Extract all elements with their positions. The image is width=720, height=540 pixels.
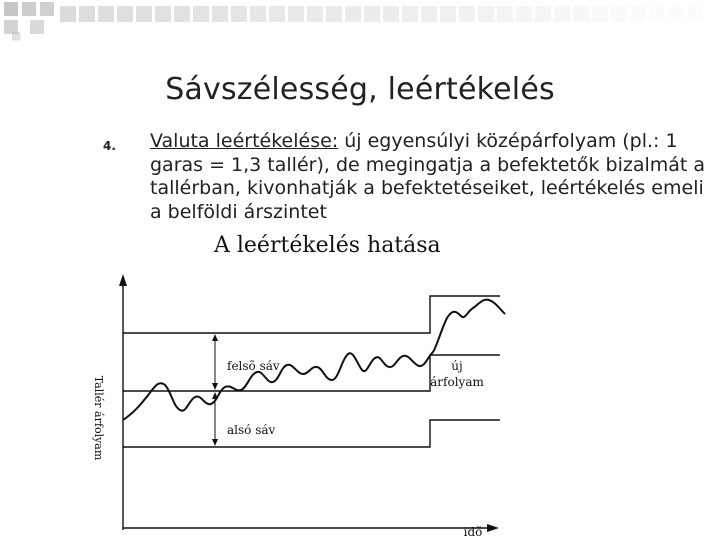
deco-square bbox=[687, 6, 703, 22]
bullet-term: Valuta leértékelése: bbox=[150, 130, 339, 152]
header-decoration bbox=[0, 0, 720, 42]
deco-square bbox=[117, 6, 133, 22]
deco-square bbox=[4, 2, 18, 16]
x-axis-label: idõ bbox=[463, 525, 483, 539]
deco-square bbox=[40, 2, 54, 16]
deco-square bbox=[326, 6, 342, 22]
upper-band-arrow-head-bottom bbox=[212, 383, 218, 390]
deco-square bbox=[30, 20, 44, 34]
slide-title: Sávszélesség, leértékelés bbox=[165, 72, 555, 107]
bullet-number: 4. bbox=[103, 139, 116, 153]
deco-square bbox=[383, 6, 399, 22]
deco-square bbox=[98, 6, 114, 22]
lower-band-label: alsó sáv bbox=[227, 423, 276, 437]
lower-band-arrow-head-bottom bbox=[212, 439, 218, 446]
deco-square bbox=[573, 6, 589, 22]
deco-square bbox=[440, 6, 456, 22]
deco-square bbox=[269, 6, 285, 22]
new-rate-label-line1: új bbox=[451, 359, 463, 373]
deco-square bbox=[649, 6, 665, 22]
deco-square bbox=[478, 6, 494, 22]
deco-square bbox=[136, 6, 152, 22]
deco-square bbox=[554, 6, 570, 22]
deco-square bbox=[630, 6, 646, 22]
deco-square bbox=[22, 2, 36, 16]
deco-square bbox=[402, 6, 418, 22]
deco-square bbox=[193, 6, 209, 22]
deco-square bbox=[288, 6, 304, 22]
deco-square bbox=[516, 6, 532, 22]
diagram-title: A leértékelés hatása bbox=[214, 233, 441, 258]
deco-square bbox=[497, 6, 513, 22]
deco-square bbox=[79, 6, 95, 22]
lower-band-line bbox=[123, 420, 500, 447]
deco-square bbox=[212, 6, 228, 22]
deco-square bbox=[60, 6, 76, 22]
deco-square bbox=[535, 6, 551, 22]
deco-square bbox=[364, 6, 380, 22]
deco-square bbox=[459, 6, 475, 22]
deco-square bbox=[4, 20, 18, 34]
y-axis-label: Tallér árfolyam bbox=[92, 375, 105, 461]
deco-square bbox=[307, 6, 323, 22]
bullet-body: új egyensúlyi középárfolyam (pl.: 1 garas = 1,3 tallér), de megingatja a befektetők bizalmát a tallérban, kivonhatják a befektetéseiket, leértékelés emeli a belföldi árszintet bbox=[150, 130, 706, 223]
x-axis-arrow bbox=[487, 524, 499, 532]
devaluation-diagram bbox=[85, 270, 515, 540]
upper-band-label: felsõ sáv bbox=[227, 359, 280, 373]
deco-square bbox=[155, 6, 171, 22]
deco-square bbox=[668, 6, 684, 22]
deco-square bbox=[12, 32, 20, 40]
deco-square bbox=[250, 6, 266, 22]
exchange-rate-curve bbox=[123, 300, 505, 420]
upper-band-arrow-head-top bbox=[212, 334, 218, 341]
new-rate-label-line2: árfolyam bbox=[430, 375, 484, 389]
deco-square bbox=[592, 6, 608, 22]
bullet-text bbox=[150, 130, 715, 224]
deco-square bbox=[174, 6, 190, 22]
deco-square bbox=[345, 6, 361, 22]
deco-square bbox=[231, 6, 247, 22]
deco-square bbox=[421, 6, 437, 22]
y-axis-arrow bbox=[119, 274, 127, 286]
deco-square bbox=[611, 6, 627, 22]
